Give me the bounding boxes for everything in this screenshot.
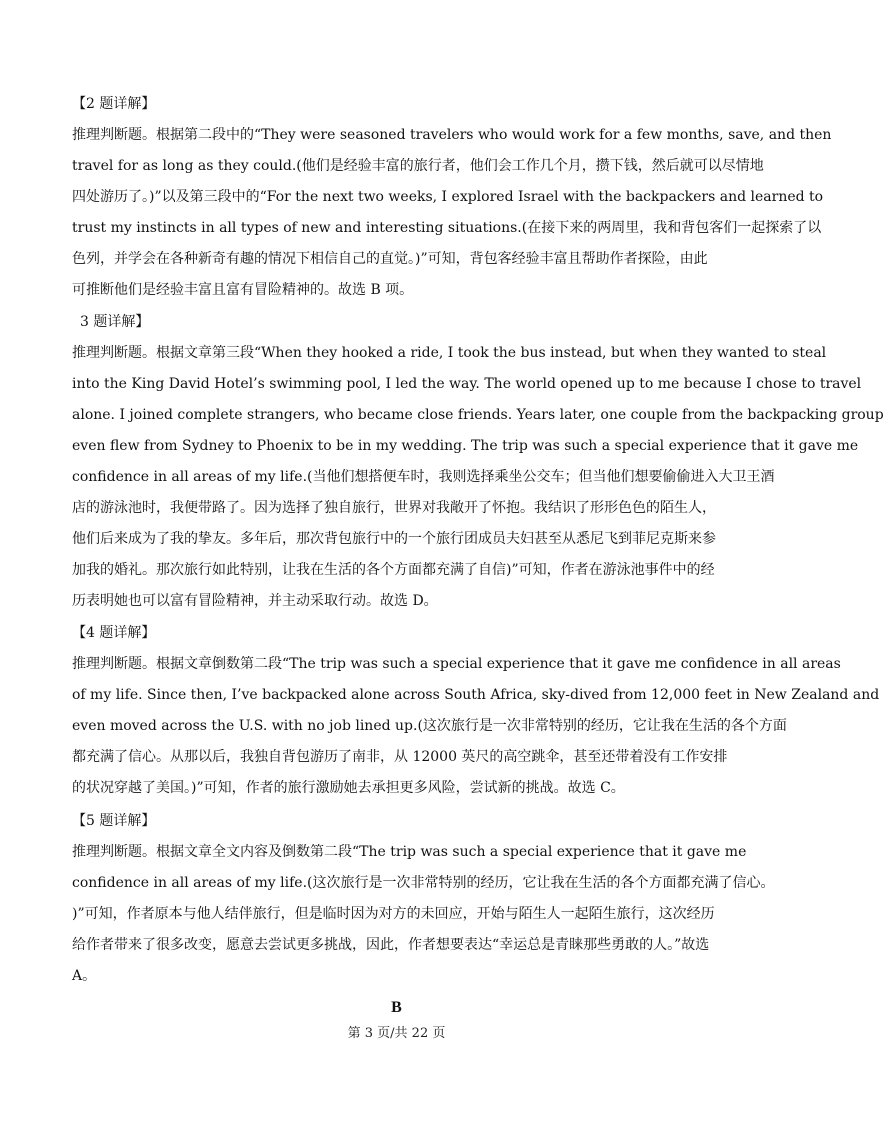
page-footer: 第 3 页/共 22 页 [347,1026,446,1041]
paragraph-line: A。 [72,968,97,984]
paragraph-line: )”可知，作者原本与他人结伴旅行，但是临时因为对方的未回应，开始与陌生人一起陌生旅行，这次经历 [72,906,715,922]
section-heading-4: 【4 题详解】 [72,625,156,641]
paragraph-line: 可推断他们是经验丰富且富有冒险精神的。故选 B 项。 [72,282,414,298]
paragraph-line: 店的游泳池时，我便带路了。因为选择了独自旅行，世界对我敞开了怀抱。我结识了形形色色的陌生人， [72,500,716,516]
paragraph-line: 推理判断题。根据文章第三段“When they hooked a ride, I took the bus instead, but when they wanted to steal [72,345,827,361]
paragraph-line: 加我的婚礼。那次旅行如此特别，让我在生活的各个方面都充满了自信)”可知，作者在游泳池事件中的经 [72,562,715,578]
paragraph-line: even moved across the U.S. with no job lined up.(这次旅行是一次非常特别的经历，它让我在生活的各个方面 [72,718,787,734]
paragraph-line: travel for as long as they could.(他们是经验丰富的旅行者，他们会工作几个月，攒下钱，然后就可以尽情地 [72,158,764,174]
paragraph-line: 给作者带来了很多改变，愿意去尝试更多挑战，因此，作者想要表达“幸运总是青睐那些勇敢的人。”故选 [72,937,710,953]
paragraph-line: confidence in all areas of my life.(这次旅行是一次非常特别的经历，它让我在生活的各个方面都充满了信心。 [72,875,775,891]
section-heading-2: 【2 题详解】 [72,96,156,112]
paragraph-line: of my life. Since then, I’ve backpacked alone across South Africa, sky-dived from 12,000 feet in New Zealand and [72,687,880,703]
paragraph-line: even flew from Sydney to Phoenix to be in my wedding. The trip was such a special experience that it gave me [72,438,859,454]
paragraph-line: into the King David Hotel’s swimming pool, I led the way. The world opened up to me because I chose to travel [72,376,862,392]
paragraph-line: alone. I joined complete strangers, who became close friends. Years later, one couple from the backpacking group [72,407,884,423]
paragraph-line: 历表明她也可以富有冒险精神，并主动采取行动。故选 D。 [72,593,438,609]
paragraph-line: 推理判断题。根据第二段中的“They were seasoned travelers who would work for a few months, save, and then [72,127,832,143]
paragraph-line: confidence in all areas of my life.(当他们想搭便车时，我则选择乘坐公交车；但当他们想要偷偷进入大卫王酒 [72,469,775,485]
paragraph-line: 推理判断题。根据文章倒数第二段“The trip was such a special experience that it gave me confidence in all areas [72,656,841,672]
section-heading-5: 【5 题详解】 [72,813,156,829]
paragraph-line: trust my instincts in all types of new and interesting situations.(在接下来的两周里，我和背包客们一起探索了以 [72,220,822,236]
paragraph-line: 四处游历了。)”以及第三段中的“For the next two weeks, I explored Israel with the backpackers and learned to [72,189,824,205]
paragraph-line: 他们后来成为了我的挚友。多年后，那次背包旅行中的一个旅行团成员夫妇甚至从悉尼飞到菲尼克斯来参 [72,531,716,547]
paragraph-line: 的状况穿越了美国。)”可知，作者的旅行激励她去承担更多风险，尝试新的挑战。故选 C。 [72,780,625,796]
paragraph-line: 色列，并学会在各种新奇有趣的情况下相信自己的直觉。)”可知，背包客经验丰富且帮助作者探险，由此 [72,251,708,267]
section-letter: B [391,999,402,1016]
section-heading-3: 3 题详解】 [80,314,150,330]
paragraph-line: 都充满了信心。从那以后，我独自背包游历了南非，从 12000 英尺的高空跳伞，甚至还带着没有工作安排 [72,749,728,765]
paragraph-line: 推理判断题。根据文章全文内容及倒数第二段“The trip was such a special experience that it gave me [72,844,747,860]
